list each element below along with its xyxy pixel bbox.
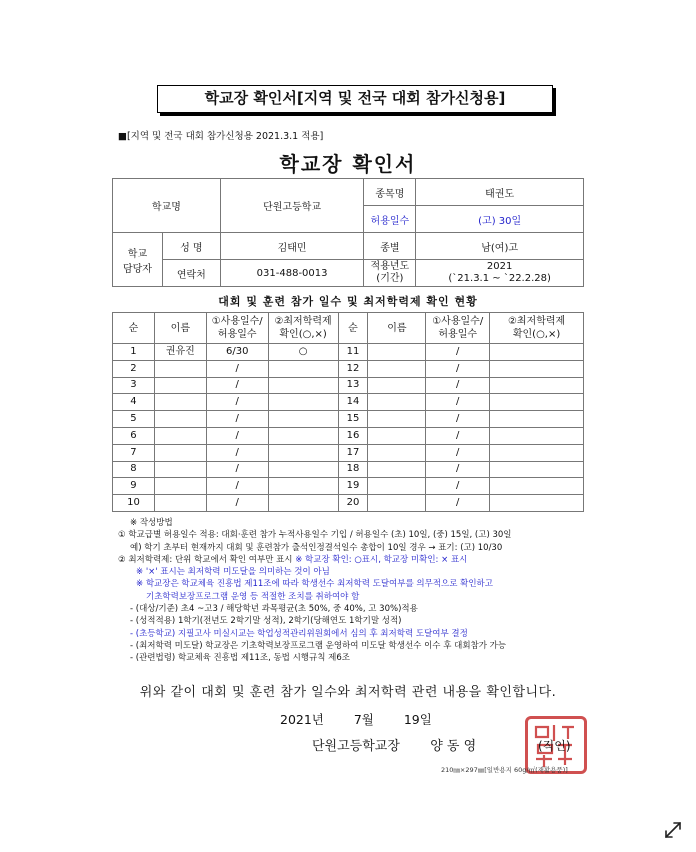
cell-days: /: [206, 427, 268, 444]
cell-name: [154, 461, 206, 478]
cell-no: 7: [113, 444, 155, 461]
cell-name-right: [368, 478, 426, 495]
cell-days-right: /: [426, 495, 490, 512]
cell-days-right: /: [426, 444, 490, 461]
cell-name: [154, 495, 206, 512]
header-days-line1: ①사용일수/: [211, 316, 263, 327]
gender-value: 남(여)고: [416, 233, 584, 260]
cell-check: [268, 444, 338, 461]
header-min: [268, 313, 338, 344]
school-value-cell: [220, 179, 364, 233]
note-2a: [118, 554, 588, 566]
cell-check: [268, 478, 338, 495]
school-value: 단원고등학교: [263, 202, 322, 213]
allowed-days-label: 허용일수: [364, 206, 416, 233]
table-row: [113, 495, 584, 512]
note-4: - (성적적용) 1학기(전년도 2학기말 성적), 2학기(당해연도 1학기말 성적): [130, 616, 402, 627]
note-1a: ① 학교급별 허용일수 적용: 대회·훈련 참가 누적사용일수 기입 / 허용일수 (초) 10일, (중) 15일, (고) 30일: [118, 530, 512, 541]
cell-name-right: [368, 360, 426, 377]
cell-days-right: /: [426, 427, 490, 444]
cell-no-right: 17: [338, 444, 368, 461]
cell-days: /: [206, 444, 268, 461]
cell-days: /: [206, 411, 268, 428]
cell-days: /: [206, 377, 268, 394]
cell-no: 10: [113, 495, 155, 512]
main-title: 학교장 확인서: [279, 152, 417, 176]
note-2c: ※ 학교장은 학교체육 진흥법 제11조에 따라 학생선수 최저학력 도달여부를 의무적으로 확인하고: [136, 579, 493, 590]
cell-check-right: [490, 411, 584, 428]
cell-check: [268, 461, 338, 478]
sub-note: ■[지역 및 전국 대회 참가신청용 2021.3.1 적용]: [118, 131, 324, 142]
period-label-line1: 적용년도: [370, 261, 410, 272]
notes-heading: ※ 작성방법: [130, 518, 173, 528]
header-no-right: 순: [338, 313, 368, 344]
note-3: - (대상/기준) 초4 ~고3 / 해당학년 과목평균(초 50%, 중 40%, 고 30%)적용: [130, 604, 418, 615]
cell-no-right: 11: [338, 344, 368, 361]
cell-days-right: /: [426, 411, 490, 428]
note-2a-text: ② 최저학력제: 단위 학교에서 확인 여부만 표시: [118, 554, 293, 565]
cell-name-right: [368, 344, 426, 361]
signature-line: [312, 735, 476, 754]
staff-label-line1: 학교: [127, 248, 148, 260]
cell-name: [154, 411, 206, 428]
cell-no: 4: [113, 394, 155, 411]
note-5: - (초등학교) 지필고사 미실시교는 학업성적관리위원회에서 심의 후 최저학력 도달여부 결정: [130, 628, 468, 639]
seal-label: (직인): [538, 739, 571, 753]
cell-no: 2: [113, 360, 155, 377]
cell-name-right: [368, 394, 426, 411]
header-min-right-line1: ②최저학력제: [507, 316, 566, 327]
cell-name: [154, 394, 206, 411]
header-title-box: 학교장 확인서[지역 및 전국 대회 참가신청용]: [157, 85, 553, 113]
cell-no-right: 16: [338, 427, 368, 444]
cell-check-right: [490, 478, 584, 495]
date-month: 7월: [353, 712, 374, 727]
name-value: 김태민: [220, 233, 364, 260]
notes-section: [118, 517, 588, 665]
cell-check: [268, 377, 338, 394]
cell-check: [268, 427, 338, 444]
cell-days: 6/30: [206, 344, 268, 361]
table-row: [113, 444, 584, 461]
cell-no-right: 18: [338, 461, 368, 478]
header-days-right: [426, 313, 490, 344]
cell-no: 8: [113, 461, 155, 478]
cell-no-right: 12: [338, 360, 368, 377]
table-row: [113, 394, 584, 411]
cell-check: [268, 394, 338, 411]
allowed-days-value: (고) 30일: [416, 206, 584, 233]
date-day: 19일: [403, 712, 432, 727]
table-row: [113, 411, 584, 428]
header-min-line2: 확인(○,×): [279, 329, 327, 340]
signature-title: 단원고등학교장: [312, 739, 400, 754]
cell-check-right: [490, 461, 584, 478]
cell-days: /: [206, 360, 268, 377]
note-2d: 기초학력보장프로그램 운영 등 적절한 조치를 취하여야 함: [146, 591, 360, 602]
header-days-right-line2: 허용일수: [438, 329, 478, 340]
cell-days-right: /: [426, 377, 490, 394]
cell-no: 5: [113, 411, 155, 428]
staff-label-line2: 담당자: [122, 263, 152, 275]
info-grid: [112, 178, 584, 287]
cell-days-right: /: [426, 360, 490, 377]
signature-name: 양 동 영: [430, 739, 477, 754]
table-row: [113, 427, 584, 444]
cell-no-right: 20: [338, 495, 368, 512]
cell-check: [268, 411, 338, 428]
cell-check-right: [490, 360, 584, 377]
staff-label: [113, 233, 163, 287]
cell-name-right: [368, 411, 426, 428]
event-label: 종목명: [364, 179, 416, 206]
cell-name: [154, 360, 206, 377]
cell-check-right: [490, 495, 584, 512]
cell-name-right: [368, 495, 426, 512]
cell-days: /: [206, 478, 268, 495]
records-table: [112, 312, 584, 512]
confirm-statement: 위와 같이 대회 및 훈련 참가 일수와 최저학력 관련 내용을 확인합니다.: [139, 685, 557, 700]
header-name: 이름: [154, 313, 206, 344]
table-row: [113, 360, 584, 377]
header-min-right: [490, 313, 584, 344]
cell-no-right: 13: [338, 377, 368, 394]
note-6: - (최저학력 미도달) 학교장은 기초학력보장프로그램 운영하여 미도달 학생선수 이수 후 대회참가 가능: [130, 640, 507, 651]
header-days: [206, 313, 268, 344]
expand-icon[interactable]: [663, 820, 683, 840]
cell-check: [268, 495, 338, 512]
header-name-right: 이름: [368, 313, 426, 344]
cell-name-right: [368, 444, 426, 461]
cell-check-right: [490, 394, 584, 411]
cell-name-right: [368, 427, 426, 444]
cell-check-right: [490, 427, 584, 444]
cell-name: [154, 478, 206, 495]
cell-no: 3: [113, 377, 155, 394]
cell-no: 6: [113, 427, 155, 444]
table-row: [113, 461, 584, 478]
period-value-line2: (`21.3.1 ~ `22.2.28): [448, 273, 551, 284]
school-label: 학교명: [113, 179, 221, 233]
cell-no: 1: [113, 344, 155, 361]
note-1b: 예) 학기 초부터 현재까지 대회 및 훈련참가 출석인정결석일수 총합이 10일 경우 → 표기: (고) 10/30: [130, 542, 503, 553]
records-header-row: [113, 313, 584, 344]
name-label: 성 명: [162, 233, 220, 260]
contact-label: 연락처: [162, 260, 220, 287]
section-title: 대회 및 훈련 참가 일수 및 최저학력제 확인 현황: [218, 295, 478, 308]
cell-days-right: /: [426, 478, 490, 495]
gender-label: 종별: [364, 233, 416, 260]
cell-no-right: 15: [338, 411, 368, 428]
header-min-line1: ②최저학력제: [274, 316, 332, 327]
cell-check-right: [490, 377, 584, 394]
note-2a-blue: ※ 학교장 확인: ○표시, 학교장 미확인: × 표시: [295, 554, 468, 565]
period-value: [416, 260, 584, 287]
event-value: 태권도: [416, 179, 584, 206]
cell-check: [268, 360, 338, 377]
date-year: 2021년: [280, 712, 324, 727]
note-2b: ※ '×' 표시는 최저학력 미도달을 의미하는 것이 아님: [136, 567, 330, 578]
cell-days: /: [206, 461, 268, 478]
cell-days: /: [206, 394, 268, 411]
cell-name: 권유진: [154, 344, 206, 361]
period-value-line1: 2021: [486, 261, 513, 272]
cell-no: 9: [113, 478, 155, 495]
issue-date: [280, 710, 432, 728]
cell-name: [154, 444, 206, 461]
table-row: [113, 377, 584, 394]
header-days-right-line1: ①사용일수/: [432, 316, 484, 327]
period-label: [364, 260, 416, 287]
note-7: - (관련법령) 학교체육 진흥법 제11조, 동법 시행규칙 제6조: [130, 653, 350, 664]
cell-days: /: [206, 495, 268, 512]
cell-check-right: [490, 344, 584, 361]
cell-days-right: /: [426, 461, 490, 478]
contact-value: 031-488-0013: [220, 260, 364, 287]
cell-name-right: [368, 377, 426, 394]
cell-name: [154, 377, 206, 394]
cell-no-right: 14: [338, 394, 368, 411]
paper-spec: 210㎜×297㎜[일반용지 60g/㎡(재활용품)]: [441, 766, 568, 774]
cell-no-right: 19: [338, 478, 368, 495]
header-min-right-line2: 확인(○,×): [512, 329, 561, 340]
header-days-line2: 허용일수: [217, 329, 257, 340]
cell-name: [154, 427, 206, 444]
period-label-line2: (기간): [376, 273, 404, 284]
cell-name-right: [368, 461, 426, 478]
cell-days-right: /: [426, 344, 490, 361]
header-no: 순: [113, 313, 155, 344]
cell-check: ○: [268, 344, 338, 361]
table-row: [113, 344, 584, 361]
cell-check-right: [490, 444, 584, 461]
table-row: [113, 478, 584, 495]
cell-days-right: /: [426, 394, 490, 411]
